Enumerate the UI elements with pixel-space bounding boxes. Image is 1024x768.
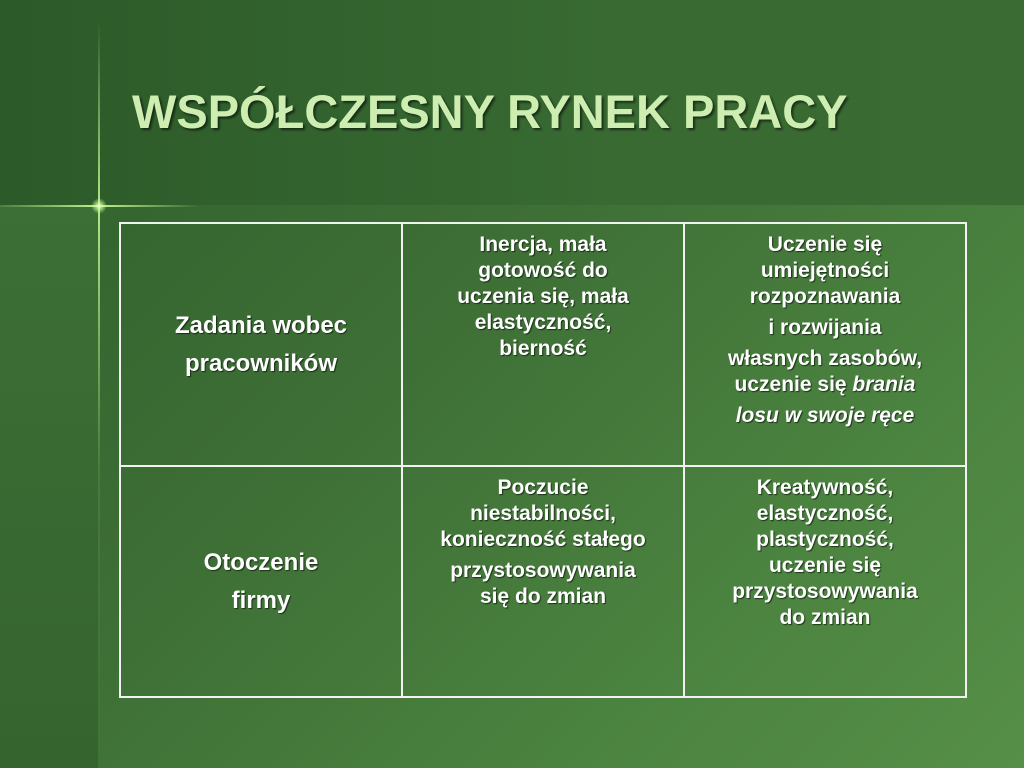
cell-line: się do zmian — [479, 585, 607, 608]
decorative-vertical-line — [98, 20, 100, 768]
cell-line-italic: losu w swoje ręce — [735, 404, 915, 427]
cell-line: uczenia się, mała — [457, 285, 629, 308]
left-band — [0, 205, 98, 768]
cell-line: Inercja, mała — [479, 233, 607, 256]
row-label-line: pracowników — [184, 349, 338, 377]
row-label-line: Otoczenie — [203, 548, 319, 576]
cell-line-mixed — [691, 372, 959, 398]
cell-text-plain: uczenie się — [734, 373, 853, 396]
cell-line: rozpoznawania — [749, 285, 901, 308]
cell-line: Uczenie się — [767, 233, 883, 256]
slide-title: WSPÓŁCZESNY RYNEK PRACY — [132, 85, 848, 138]
cell-line: do zmian — [779, 606, 871, 629]
row-label-cell — [120, 466, 402, 697]
cell-text-italic: brania — [852, 373, 916, 396]
row-label-line: Zadania wobec — [174, 311, 348, 339]
cell-line: niestabilności, — [470, 502, 616, 525]
cell-line: Poczucie — [497, 476, 589, 499]
table-cell — [402, 223, 684, 466]
cell-line: Kreatywność, — [756, 476, 894, 499]
decorative-sparkle — [91, 198, 107, 214]
cell-line: plastyczność, — [756, 528, 894, 551]
table-cell — [684, 223, 966, 466]
comparison-table — [119, 222, 967, 698]
table-cell — [684, 466, 966, 697]
cell-line: przystosowywania — [450, 559, 636, 582]
row-label-cell — [120, 223, 402, 466]
cell-line: uczenie się — [768, 554, 882, 577]
table-row — [120, 466, 966, 697]
cell-line: bierność — [499, 337, 587, 360]
cell-line: elastyczność, — [756, 502, 894, 525]
table-row — [120, 223, 966, 466]
cell-line: elastyczność, — [474, 311, 612, 334]
cell-line: przystosowywania — [732, 580, 918, 603]
table-cell — [402, 466, 684, 697]
cell-line: konieczność stałego — [440, 528, 646, 551]
row-label-line: firmy — [231, 586, 291, 614]
cell-line: umiejętności — [760, 259, 890, 282]
cell-line: gotowość do — [478, 259, 608, 282]
cell-line: własnych zasobów, — [727, 347, 923, 370]
cell-line: i rozwijania — [768, 316, 882, 339]
